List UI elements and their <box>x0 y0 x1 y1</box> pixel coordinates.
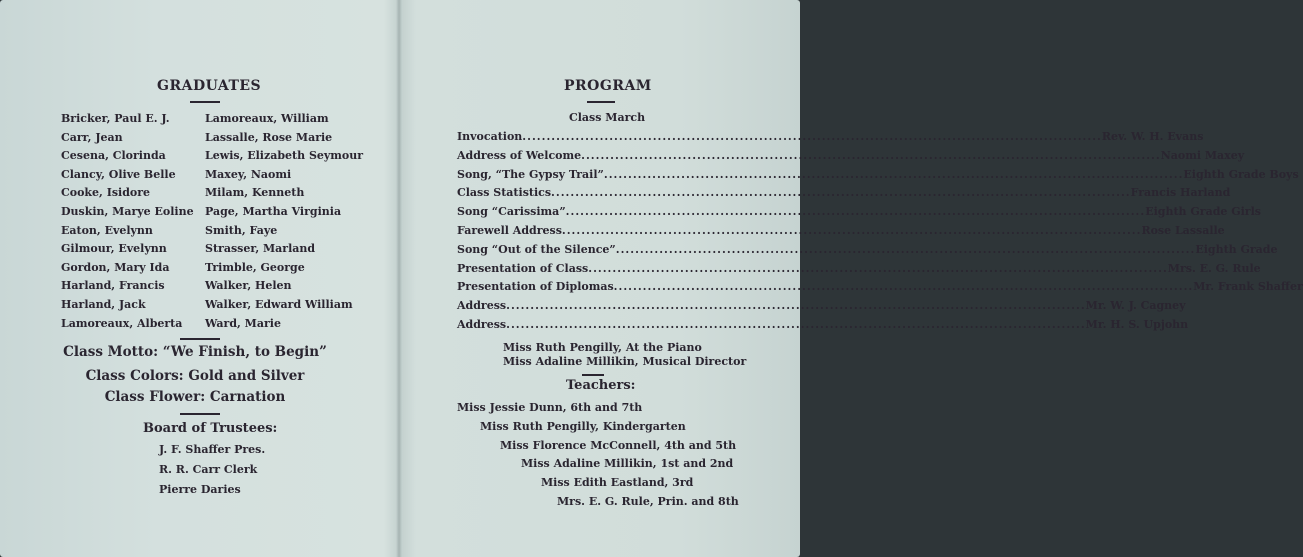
trustees-heading: Board of Trustees: <box>143 421 278 436</box>
trustee-name: J. F. Shaffer Pres. <box>159 443 266 456</box>
music-credit: Miss Ruth Pengilly, At the Piano <box>503 341 702 354</box>
graduate-name: Trimble, George <box>205 260 305 274</box>
program-item-label: Farewell Address <box>457 224 562 237</box>
graduate-name: Cooke, Isidore <box>61 186 151 200</box>
graduate-name: Duskin, Marye Eoline <box>61 205 194 218</box>
class-motto: Class Motto: “We Finish, to Begin” <box>63 344 327 360</box>
dot-leader: ........................................................................................................................ <box>506 318 1086 331</box>
program-item <box>457 318 1189 331</box>
graduates-rule <box>190 101 220 103</box>
class-flower: Class Flower: Carnation <box>104 389 286 405</box>
program-item-label: Address of Welcome <box>457 148 582 162</box>
program-item-performer: Eighth Grade Girls <box>1145 205 1261 219</box>
graduate-name: Walker, Helen <box>205 279 292 293</box>
music-credit: Miss Adaline Millikin, Musical Director <box>503 355 747 368</box>
trustee-name: Pierre Daries <box>159 483 241 496</box>
dot-leader: ........................................................................................................................ <box>615 242 1196 256</box>
center-fold <box>396 0 402 557</box>
program-item <box>457 280 1303 294</box>
graduate-name: Maxey, Naomi <box>205 167 292 181</box>
program-subheading: Class March <box>569 111 646 124</box>
graduate-name: Harland, Jack <box>61 298 146 311</box>
graduate-name: Milam, Kenneth <box>205 186 305 200</box>
program-item <box>457 205 1261 219</box>
graduate-name: Bricker, Paul E. J. <box>61 112 170 125</box>
program-item-label: Presentation of Class <box>457 261 589 275</box>
program-item-label: Address <box>457 299 507 313</box>
program-item-performer: Mr. Frank Shaffer <box>1193 280 1303 294</box>
teacher-name: Miss Ruth Pengilly, Kindergarten <box>480 419 686 433</box>
program-item-performer: Naomi Maxey <box>1160 148 1245 162</box>
program-item-performer: Eighth Grade Boys <box>1183 167 1299 181</box>
program-item-label: Song “Carissima” <box>457 205 566 219</box>
teachers-heading: Teachers: <box>566 378 636 393</box>
program-item-performer: Mrs. E. G. Rule <box>1167 261 1261 275</box>
program-item <box>457 242 1278 256</box>
program-item-label: Class Statistics <box>457 186 552 200</box>
graduate-name: Lamoreaux, Alberta <box>61 316 183 330</box>
program-item <box>457 130 1204 143</box>
dot-leader: ........................................................................................................................ <box>522 130 1102 143</box>
graduate-name: Smith, Faye <box>205 223 278 237</box>
graduate-name: Harland, Francis <box>61 279 165 293</box>
teacher-name: Miss Jessie Dunn, 6th and 7th <box>457 401 643 414</box>
dot-leader: ........................................................................................................................ <box>561 224 1142 237</box>
program-rule <box>587 101 615 103</box>
graduate-name: Gordon, Mary Ida <box>61 260 170 274</box>
program-item <box>457 148 1245 162</box>
trustees-rule <box>180 413 220 415</box>
program-item-performer: Rev. W. H. Evans <box>1101 130 1204 143</box>
program-item-performer: Eighth Grade <box>1195 242 1278 256</box>
teacher-name: Mrs. E. G. Rule, Prin. and 8th <box>557 495 739 508</box>
graduate-name: Cesena, Clorinda <box>61 149 166 163</box>
dot-leader: ........................................................................................................................ <box>613 280 1194 294</box>
program-item-label: Song, “The Gypsy Trail” <box>457 167 604 181</box>
program-item-label: Song “Out of the Silence” <box>457 242 616 256</box>
teachers-rule <box>582 374 604 376</box>
graduate-name: Lamoreaux, William <box>205 112 329 125</box>
program-item-label: Invocation <box>457 130 523 143</box>
dot-leader: ........................................................................................................................ <box>565 205 1146 219</box>
trustee-name: R. R. Carr Clerk <box>159 463 258 476</box>
dot-leader: ........................................................................................................................ <box>603 167 1184 181</box>
graduate-name: Lewis, Elizabeth Seymour <box>205 149 364 163</box>
program-heading: PROGRAM <box>564 78 652 94</box>
teacher-name: Miss Florence McConnell, 4th and 5th <box>500 438 737 452</box>
motto-rule <box>180 338 220 340</box>
program-item-performer: Mr. H. S. Upjohn <box>1085 318 1189 331</box>
graduate-name: Clancy, Olive Belle <box>61 167 176 181</box>
graduates-heading: GRADUATES <box>157 78 262 94</box>
program-item <box>457 167 1299 181</box>
dot-leader: ........................................................................................................................ <box>581 148 1161 162</box>
dot-leader: ........................................................................................................................ <box>551 186 1131 200</box>
dot-leader: ........................................................................................................................ <box>506 299 1086 313</box>
program-item-performer: Francis Harland <box>1130 186 1231 200</box>
graduate-name: Walker, Edward William <box>205 298 353 311</box>
program-item <box>457 261 1261 275</box>
program-item-performer: Mr. W. J. Cagney <box>1085 299 1186 313</box>
graduate-name: Ward, Marie <box>205 316 281 330</box>
graduate-name: Gilmour, Evelynn <box>61 242 167 256</box>
program-item-label: Presentation of Diplomas <box>457 280 614 294</box>
class-colors: Class Colors: Gold and Silver <box>85 368 305 384</box>
graduate-name: Lassalle, Rose Marie <box>205 130 333 144</box>
program-item-performer: Rose Lassalle <box>1141 224 1225 237</box>
program-item-label: Address <box>457 318 507 331</box>
graduate-name: Page, Martha Virginia <box>205 205 342 218</box>
program-item <box>457 186 1231 200</box>
program-item <box>457 224 1225 237</box>
teacher-name: Miss Adaline Millikin, 1st and 2nd <box>521 457 734 471</box>
graduate-name: Eaton, Evelynn <box>61 223 153 237</box>
graduate-name: Carr, Jean <box>61 130 123 144</box>
program-item <box>457 299 1186 313</box>
graduate-name: Strasser, Marland <box>205 242 316 256</box>
dot-leader: ........................................................................................................................ <box>588 261 1168 275</box>
teacher-name: Miss Edith Eastland, 3rd <box>541 476 694 490</box>
